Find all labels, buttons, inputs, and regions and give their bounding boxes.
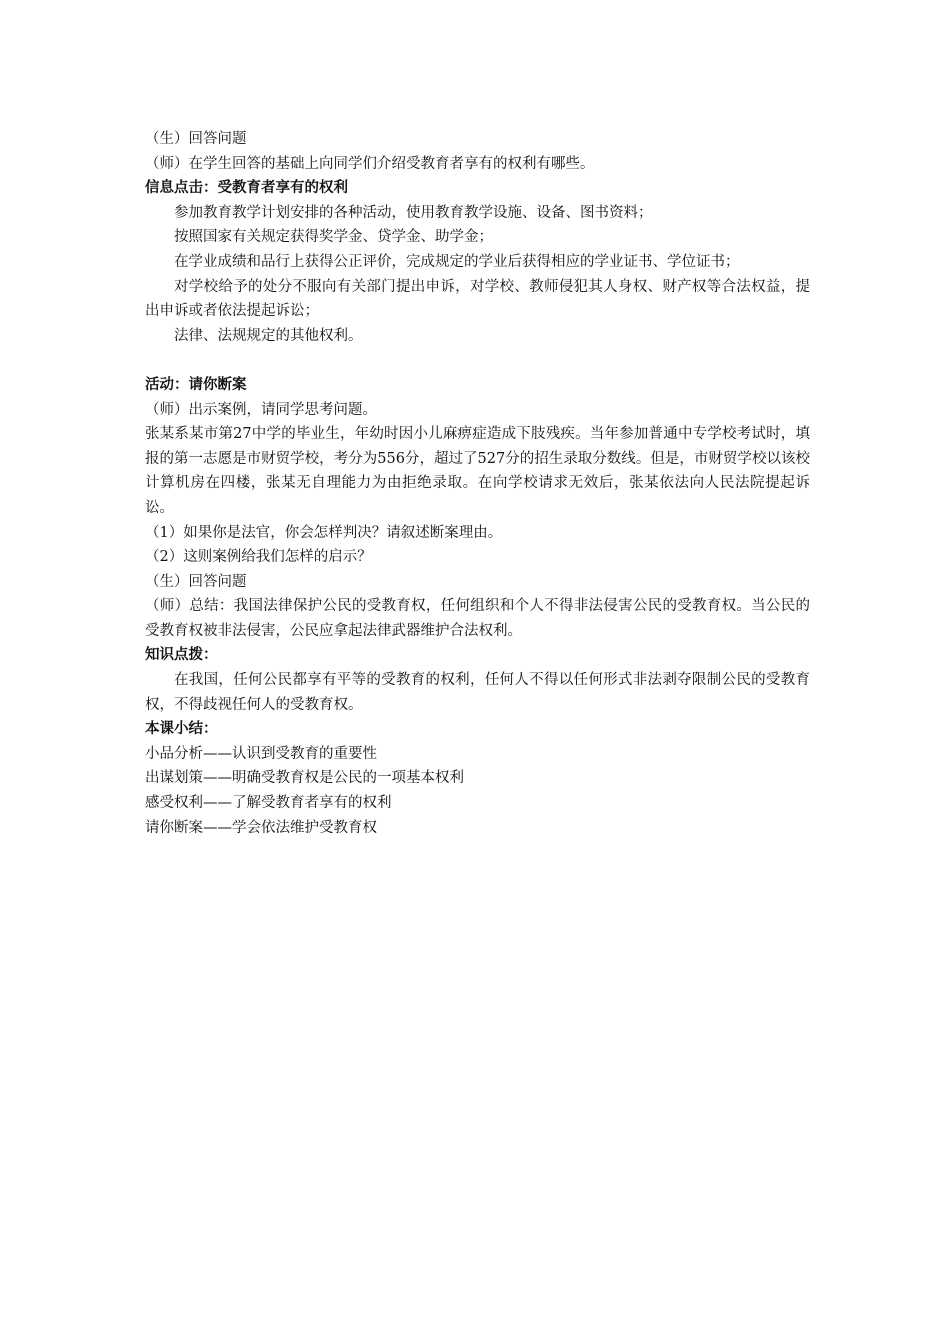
knowledge-paragraph: 在我国，任何公民都享有平等的受教育的权利，任何人不得以任何形式非法剥夺限制公民的受教育权，不得歧视任何人的受教育权。	[145, 672, 810, 713]
student-answer-line: （生）回答问题	[145, 131, 247, 147]
right-item-1: 参加教育教学计划安排的各种活动，使用教育教学设施、设备、图书资料；	[174, 204, 653, 221]
summary-item-3: 感受权利——了解受教育者享有的权利	[145, 795, 392, 812]
right-item-2: 按照国家有关规定获得奖学金、贷学金、助学金；	[174, 229, 493, 246]
right-item-3: 在学业成绩和品行上获得公正评价，完成规定的学业后获得相应的学业证书、学位证书；	[174, 253, 740, 270]
summary-item-2: 出谋划策——明确受教育权是公民的一项基本权利	[145, 770, 464, 787]
case-paragraph: 张某系某市第27中学的毕业生，年幼时因小儿麻痹症造成下肢残疾。当年参加普通中专学校考试时，填报的第一志愿是市财贸学校，考分为556分，超过了527分的招生录取分数线。但是，市财贸学校以该校计算机房在四楼，张某无自理能力为由拒绝录取。在向学校请求无效后，张某依法向人民法院提起诉讼。	[145, 426, 810, 516]
teacher-intro-line: （师）在学生回答的基础上向同学们介绍受教育者享有的权利有哪些。	[145, 155, 595, 172]
summary-item-4: 请你断案——学会依法维护受教育权	[145, 819, 377, 836]
right-item-5: 法律、法规规定的其他权利。	[174, 327, 363, 344]
knowledge-heading: 知识点拨：	[145, 647, 218, 664]
summary-heading: 本课小结：	[145, 721, 218, 738]
right-item-4: 对学校给予的处分不服向有关部门提出申诉，对学校、教师侵犯其人身权、财产权等合法权益，提出申诉或者依法提起诉讼；	[145, 278, 810, 320]
spacer	[145, 348, 810, 373]
info-heading: 信息点击：受教育者享有的权利	[145, 180, 348, 197]
activity-heading: 活动：请你断案	[145, 376, 247, 393]
question-1: （1）如果你是法官，你会怎样判决？请叙述断案理由。	[145, 524, 503, 541]
teacher-summary-paragraph: （师）总结：我国法律保护公民的受教育权，任何组织和个人不得非法侵害公民的受教育权。当公民的受教育权被非法侵害，公民应拿起法律武器维护合法权利。	[145, 598, 810, 639]
document-page	[145, 127, 810, 840]
activity-teacher-line: （师）出示案例，请同学思考问题。	[145, 401, 377, 418]
question-2: （2）这则案例给我们怎样的启示？	[145, 549, 372, 566]
summary-item-1: 小品分析——认识到受教育的重要性	[145, 745, 377, 762]
activity-student-line: （生）回答问题	[145, 573, 247, 590]
